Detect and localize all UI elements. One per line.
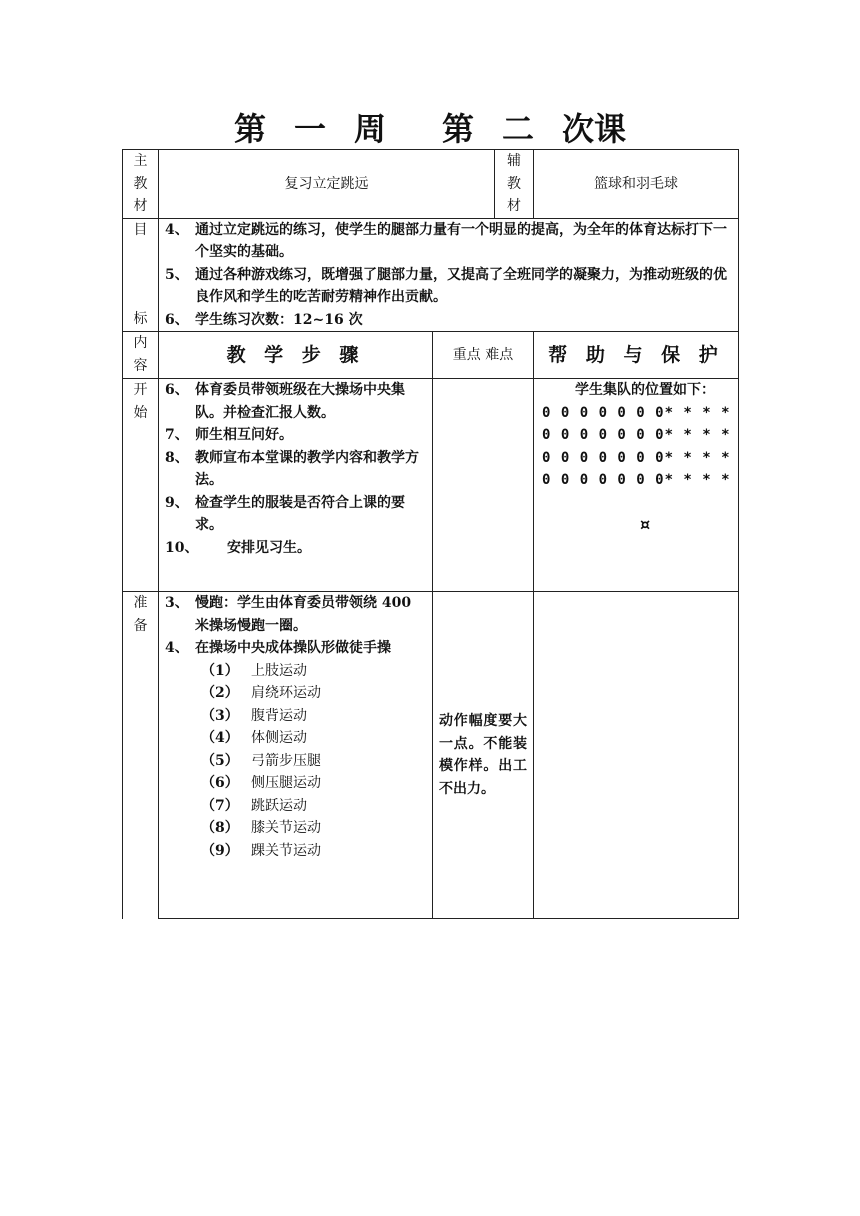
sub-item: （7） 跳跃运动 [201, 797, 307, 814]
main-material: 复习立定跳远 [159, 150, 495, 219]
title-part: 第 [442, 110, 475, 148]
label-char: 主 [133, 153, 148, 169]
label-char: 准 [133, 595, 148, 611]
label-char: 开 [133, 382, 148, 398]
prep-row [123, 592, 739, 919]
label-char: 材 [133, 198, 148, 214]
goal-row [123, 218, 739, 332]
goal-item: 5、 通过各种游戏练习，既增强了腿部力量，又提高了全班同学的凝聚力，为推动班级的优良作风和学生的吃苦耐劳精神作出贡献。 [165, 266, 727, 305]
label-char: 内 [133, 335, 148, 351]
label-char: 始 [133, 404, 148, 421]
step-item: 9、 检查学生的服装是否符合上课的要求。 [165, 494, 405, 533]
formation-row: 0 0 0 0 0 0 0* * * * [542, 427, 731, 443]
step-item: 10、 安排见习生。 [165, 539, 311, 556]
material-row [123, 150, 739, 219]
start-row [123, 379, 739, 592]
formation-row: 0 0 0 0 0 0 0* * * * [542, 404, 731, 421]
step-item: 8、 教师宣布本堂课的教学内容和教学方法。 [165, 449, 419, 488]
help-header: 帮 助 与 保 护 [534, 332, 739, 379]
title-part: 周 [353, 110, 386, 148]
goal-list [159, 218, 739, 332]
goal-item: 4、 通过立定跳远的练习，使学生的腿部力量有一个明显的提高，为全年的体育达标打下一个坚实的基础。 [165, 221, 727, 260]
start-label [123, 379, 159, 592]
label-char: 标 [133, 311, 148, 327]
step-item: 4、 在操场中央成体操队形做徒手操 [165, 640, 391, 656]
step-item: 6、 体育委员带领班级在大操场中央集队。并检查汇报人数。 [165, 382, 405, 421]
formation-cell [534, 379, 739, 592]
sub-item: （8） 膝关节运动 [201, 820, 321, 836]
prep-focus-note: 动作幅度要大一点。不能装模作样。出工不出力。 [433, 592, 534, 919]
label-char: 教 [507, 175, 521, 192]
title-part: 一 [293, 110, 326, 148]
title-part: 第 [233, 110, 266, 148]
aux-material-label [495, 150, 534, 219]
step-item: 3、 慢跑：学生由体育委员带领绕 400 米操场慢跑一圈。 [165, 595, 412, 634]
teacher-symbol: ¤ [640, 514, 651, 534]
start-steps [159, 379, 433, 592]
label-char: 材 [507, 198, 521, 214]
steps-header: 教 学 步 骤 [159, 332, 433, 379]
content-label [123, 332, 159, 379]
sub-item: （6） 侧压腿运动 [201, 775, 321, 791]
sub-item: （9） 踝关节运动 [201, 842, 321, 859]
title-part: 二 [502, 110, 535, 148]
label-char: 辅 [507, 153, 521, 169]
sub-item: （1） 上肢运动 [201, 662, 307, 679]
sub-item: （2） 肩绕环运动 [201, 685, 321, 701]
lesson-plan-table [122, 149, 739, 919]
label-char: 备 [133, 617, 148, 634]
title-part: 次课 [562, 110, 627, 148]
focus-header: 重点 难点 [433, 332, 534, 379]
goal-label [123, 218, 159, 332]
sub-item: （3） 腹背运动 [201, 707, 307, 724]
sub-item: （4） 体侧运动 [201, 730, 307, 746]
label-char: 目 [133, 221, 148, 238]
main-material-label [123, 150, 159, 219]
start-focus [433, 379, 534, 592]
goal-item: 6、 学生练习次数：12~16 次 [165, 311, 363, 328]
label-char: 教 [133, 175, 148, 192]
label-char: 容 [133, 357, 148, 374]
formation-row: 0 0 0 0 0 0 0* * * * [542, 449, 731, 466]
prep-steps [159, 592, 433, 919]
formation-title: 学生集队的位置如下： [575, 382, 715, 398]
prep-label [123, 592, 159, 919]
sub-item: （5） 弓箭步压腿 [201, 752, 321, 769]
page-title [0, 104, 860, 150]
header-row [123, 332, 739, 379]
formation-row: 0 0 0 0 0 0 0* * * * [542, 472, 731, 488]
prep-help [534, 592, 739, 919]
step-item: 7、 师生相互问好。 [165, 427, 293, 443]
aux-material: 篮球和羽毛球 [534, 150, 739, 219]
